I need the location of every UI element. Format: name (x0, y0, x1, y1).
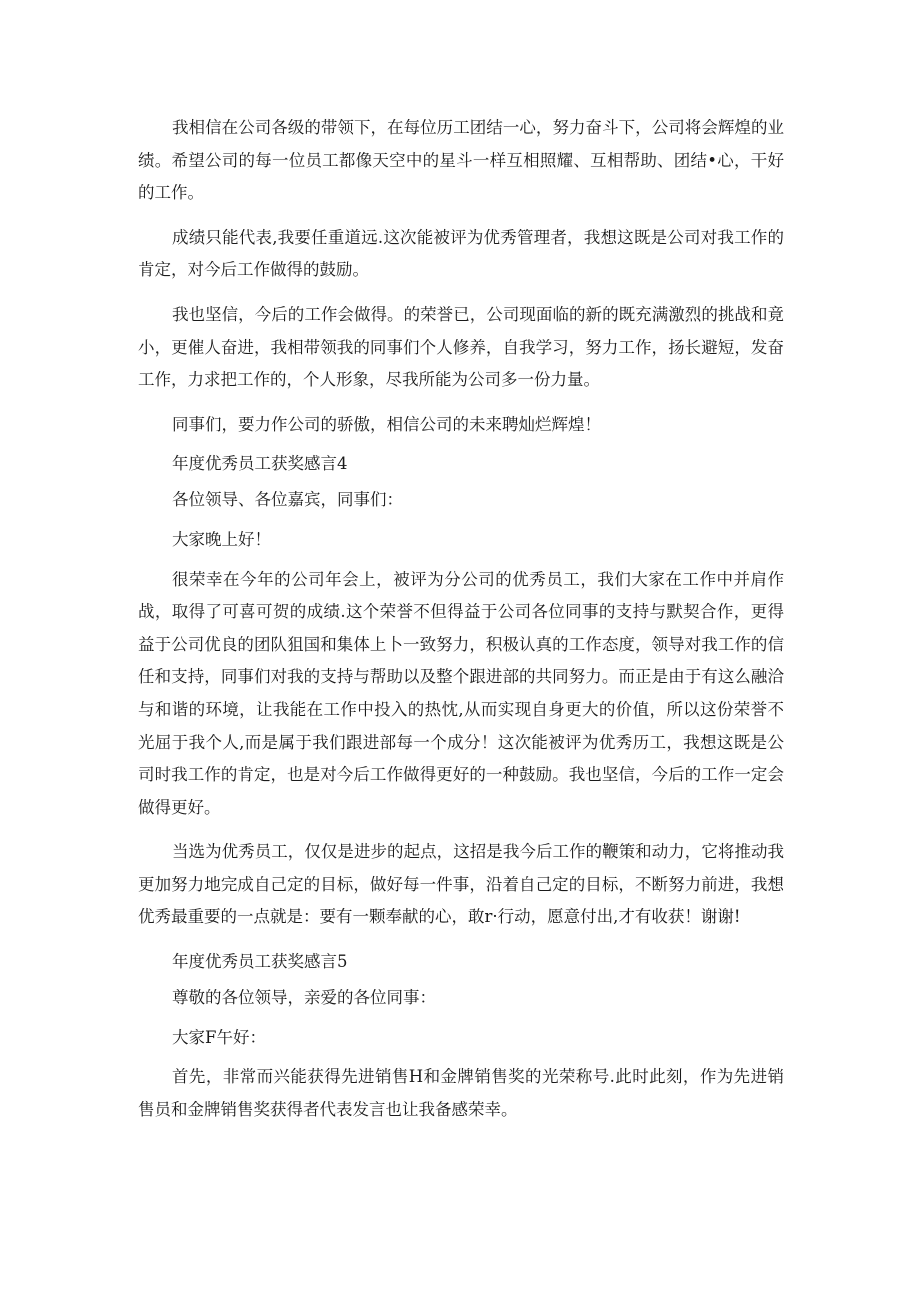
paragraph-sales-award: 首先，非常而兴能获得先进销售H和金牌销售奖的光荣称号.此时此刻，作为先进销售员和金牌销售奖获得者代表发言也让我备感荣幸。 (138, 1067, 784, 1119)
paragraph-good-afternoon: 大家F午好： (172, 1027, 266, 1047)
paragraph-honor: 很荣幸在今年的公司年会上，被评为分公司的优秀员工，我们大家在工作中并肩作战，取得了可喜可贺的成绩.这个荣誉不但得益于公司各位同事的支持与默契合作，更得益于公司优良的团队狙国和集体上卜一致努力，积极认真的工作态度，领导对我工作的信任和支持，同事们对我的支持与帮助以及整个跟进部的共同努力。而正是由于有这么融洽与和谐的环境，让我能在工作中投入的热忱,从而实现自身更大的价值，所以这份荣誉不光屈于我个人,而是属于我们跟进部每一个成分！这次能被评为优秀历工，我想这既是公司时我工作的肯定，也是对今后工作做得更好的一种鼓励。我也坚信，今后的工作一定会做得更好。 (138, 569, 784, 817)
section-heading-4: 年度优秀员工获奖感言4 (172, 454, 348, 474)
document-body (138, 112, 784, 1138)
paragraph-manager-award: 成绩只能代表,我要任重道远.这次能被评为优秀管理者，我想这既是公司对我工作的肯定，对今后工作做得的鼓励。 (138, 227, 784, 280)
paragraph-confidence: 我也坚信，今后的工作会做得。的荣誉已，公司现面临的新的既充满激烈的挑战和竟小，更催人奋进，我相带领我的同事们个人修养，自我学习，努力工作，扬长避短，发奋工作，力求把工作的，个人形象，尽我所能为公司多一份力量。 (138, 304, 784, 390)
paragraph-good-evening: 大家晚上好！ (172, 529, 271, 549)
paragraph-starting-point: 当选为优秀员工，仅仅是进步的起点，这招是我今后工作的鞭策和动力，它将推动我更加努力地完成自己定的目标，做好每一件事，沿着自己定的目标，不断努力前进，我想优秀最重要的一点就是：要有一颗奉献的心，敢r·行动，愿意付出,才有收获！谢谢! (138, 842, 784, 927)
paragraph-greeting-audience: 各位领导、各位嘉宾，同事们： (172, 490, 403, 510)
paragraph-respected-leaders: 尊敬的各位领导，亲爱的各位同事： (172, 988, 436, 1008)
paragraph-company-future: 我相信在公司各级的带领下，在每位历工团结一心，努力奋斗下，公司将会辉煌的业绩。希望公司的每一位员工都像天空中的星斗一样互相照耀、互相帮助、团结•心，干好的工作。 (138, 118, 784, 203)
paragraph-colleagues: 同事们，要力作公司的骄傲，相信公司的未来聘灿烂辉煌！ (172, 414, 601, 434)
section-heading-5: 年度优秀员工获奖感言5 (172, 952, 348, 972)
